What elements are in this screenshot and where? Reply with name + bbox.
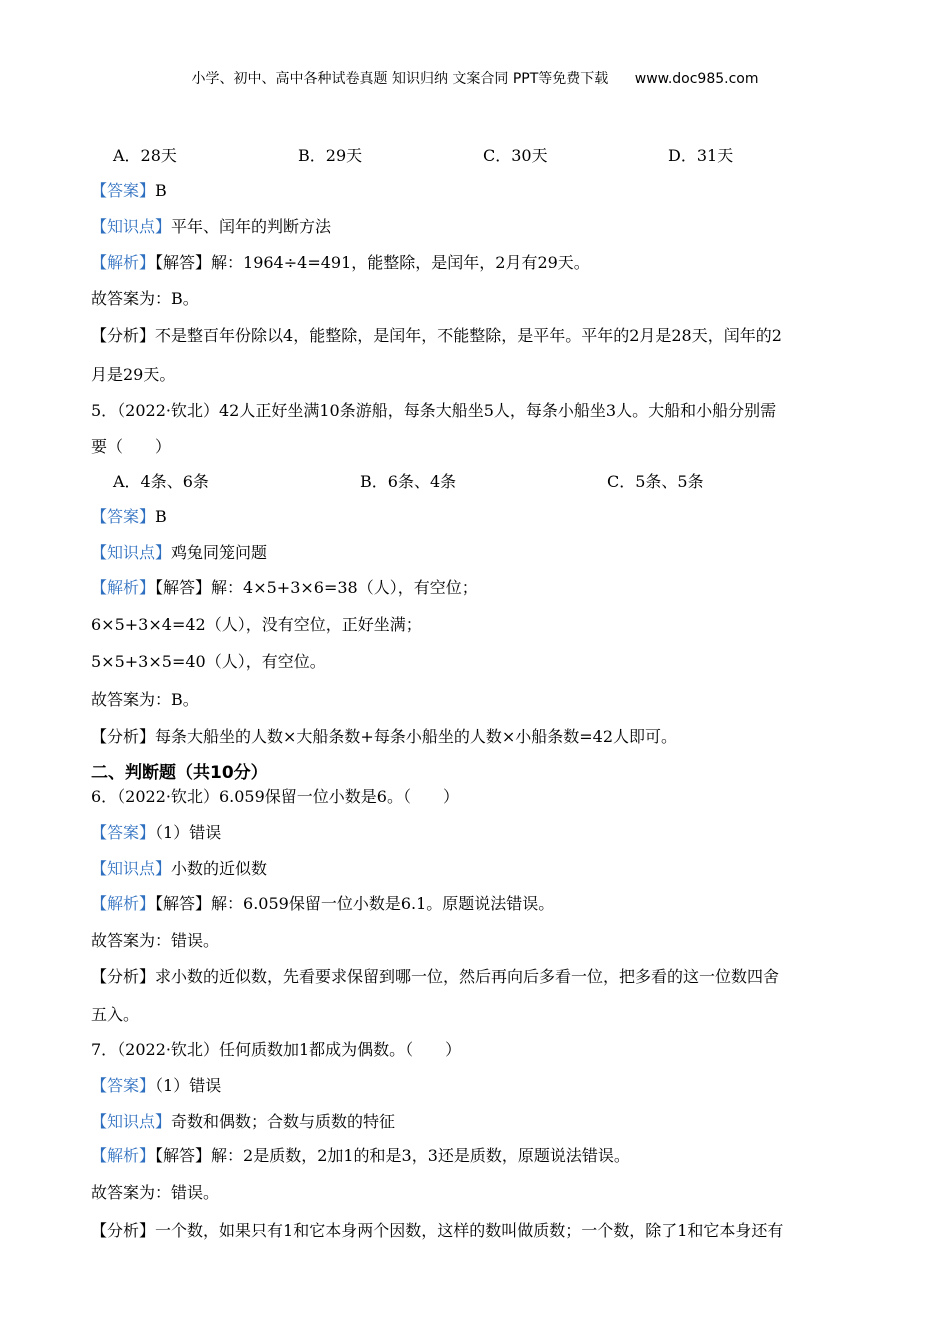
knowledge-value: 小数的近似数 xyxy=(171,859,268,878)
q7-conclusion: 故答案为：错误。 xyxy=(91,1183,220,1202)
analysis-tag: 【分析】 xyxy=(91,1221,156,1240)
q5-answer xyxy=(91,507,167,527)
q5-stem: 5．（2022·钦北）42人正好坐满10条游船，每条大船坐5人，每条小船坐3人。大船和小船分别需 xyxy=(91,401,777,420)
q4-knowledge-point xyxy=(91,217,331,237)
answer-value: （1）错误 xyxy=(155,1076,222,1095)
q5-stem-cont: 要（ ） xyxy=(91,437,172,456)
q4-option-c: C．30天 xyxy=(483,146,548,165)
answer-value: B xyxy=(155,181,167,200)
q5-option-a: A．4条、6条 xyxy=(113,472,209,491)
analysis-tag: 【分析】 xyxy=(91,727,156,746)
q5-conclusion: 故答案为：B。 xyxy=(91,690,199,709)
explanation-text: 【解答】解：4×5+3×6=38（人），有空位； xyxy=(155,578,478,597)
analysis-text: 每条大船坐的人数×大船条数+每条小船坐的人数×小船条数=42人即可。 xyxy=(155,727,678,746)
q5-knowledge-point xyxy=(91,543,267,563)
q4-option-a: A．28天 xyxy=(113,146,177,165)
explanation-text: 【解答】解：2是质数，2加1的和是3，3还是质数，原题说法错误。 xyxy=(155,1146,630,1165)
section-title: 二、判断题（共10分） xyxy=(91,763,268,783)
q7-answer xyxy=(91,1076,221,1096)
analysis-tag: 【分析】 xyxy=(91,967,156,986)
knowledge-tag: 【知识点】 xyxy=(91,1112,172,1131)
q5-explanation-line3: 5×5+3×5=40（人），有空位。 xyxy=(91,652,326,671)
analysis-text: 一个数，如果只有1和它本身两个因数，这样的数叫做质数；一个数，除了1和它本身还有 xyxy=(155,1221,784,1240)
answer-tag: 【答案】 xyxy=(91,181,156,200)
knowledge-value: 平年、闰年的判断方法 xyxy=(171,217,332,236)
answer-tag: 【答案】 xyxy=(91,1076,156,1095)
explanation-tag: 【解析】 xyxy=(91,1146,156,1165)
q6-analysis-cont: 五入。 xyxy=(91,1005,140,1024)
q6-knowledge-point xyxy=(91,859,267,879)
q6-conclusion: 故答案为：错误。 xyxy=(91,931,220,950)
q7-stem: 7．（2022·钦北）任何质数加1都成为偶数。（ ） xyxy=(91,1040,462,1059)
q6-explanation xyxy=(91,894,554,914)
q5-explanation-line2: 6×5+3×4=42（人），没有空位，正好坐满； xyxy=(91,615,422,634)
q4-analysis-cont: 月是29天。 xyxy=(91,365,176,384)
q6-answer xyxy=(91,823,221,843)
q4-explanation xyxy=(91,253,590,273)
q4-answer xyxy=(91,181,167,201)
q5-explanation xyxy=(91,578,478,598)
q5-analysis xyxy=(91,727,677,747)
q4-option-d: D．31天 xyxy=(668,146,734,165)
knowledge-tag: 【知识点】 xyxy=(91,859,172,878)
answer-value: （1）错误 xyxy=(155,823,222,842)
answer-tag: 【答案】 xyxy=(91,507,156,526)
q5-option-b: B．6条、4条 xyxy=(360,472,457,491)
knowledge-tag: 【知识点】 xyxy=(91,217,172,236)
analysis-text: 求小数的近似数，先看要求保留到哪一位，然后再向后多看一位，把多看的这一位数四舍 xyxy=(155,967,780,986)
q4-analysis xyxy=(91,326,782,346)
answer-value: B xyxy=(155,507,167,526)
knowledge-value: 鸡兔同笼问题 xyxy=(171,543,268,562)
header-text: 小学、初中、高中各种试卷真题 知识归纳 文案合同 PPT等免费下载 xyxy=(191,71,609,87)
q4-conclusion: 故答案为：B。 xyxy=(91,289,199,308)
q7-explanation xyxy=(91,1146,630,1166)
q5-option-c: C．5条、5条 xyxy=(607,472,704,491)
header-site: www.doc985.com xyxy=(634,71,759,87)
analysis-text: 不是整百年份除以4，能整除，是闰年，不能整除，是平年。平年的2月是28天，闰年的2 xyxy=(155,326,782,345)
explanation-text: 【解答】解：6.059保留一位小数是6.1。原题说法错误。 xyxy=(155,894,555,913)
q6-stem: 6．（2022·钦北）6.059保留一位小数是6。（ ） xyxy=(91,787,459,806)
q7-knowledge-point xyxy=(91,1112,395,1132)
explanation-tag: 【解析】 xyxy=(91,578,156,597)
explanation-tag: 【解析】 xyxy=(91,253,156,272)
knowledge-value: 奇数和偶数；合数与质数的特征 xyxy=(171,1112,396,1131)
q6-analysis xyxy=(91,967,779,987)
explanation-tag: 【解析】 xyxy=(91,894,156,913)
answer-tag: 【答案】 xyxy=(91,823,156,842)
analysis-tag: 【分析】 xyxy=(91,326,156,345)
q4-option-b: B．29天 xyxy=(298,146,363,165)
knowledge-tag: 【知识点】 xyxy=(91,543,172,562)
page-header xyxy=(0,68,950,88)
q7-analysis xyxy=(91,1221,783,1241)
explanation-text: 【解答】解：1964÷4=491，能整除，是闰年，2月有29天。 xyxy=(155,253,590,272)
